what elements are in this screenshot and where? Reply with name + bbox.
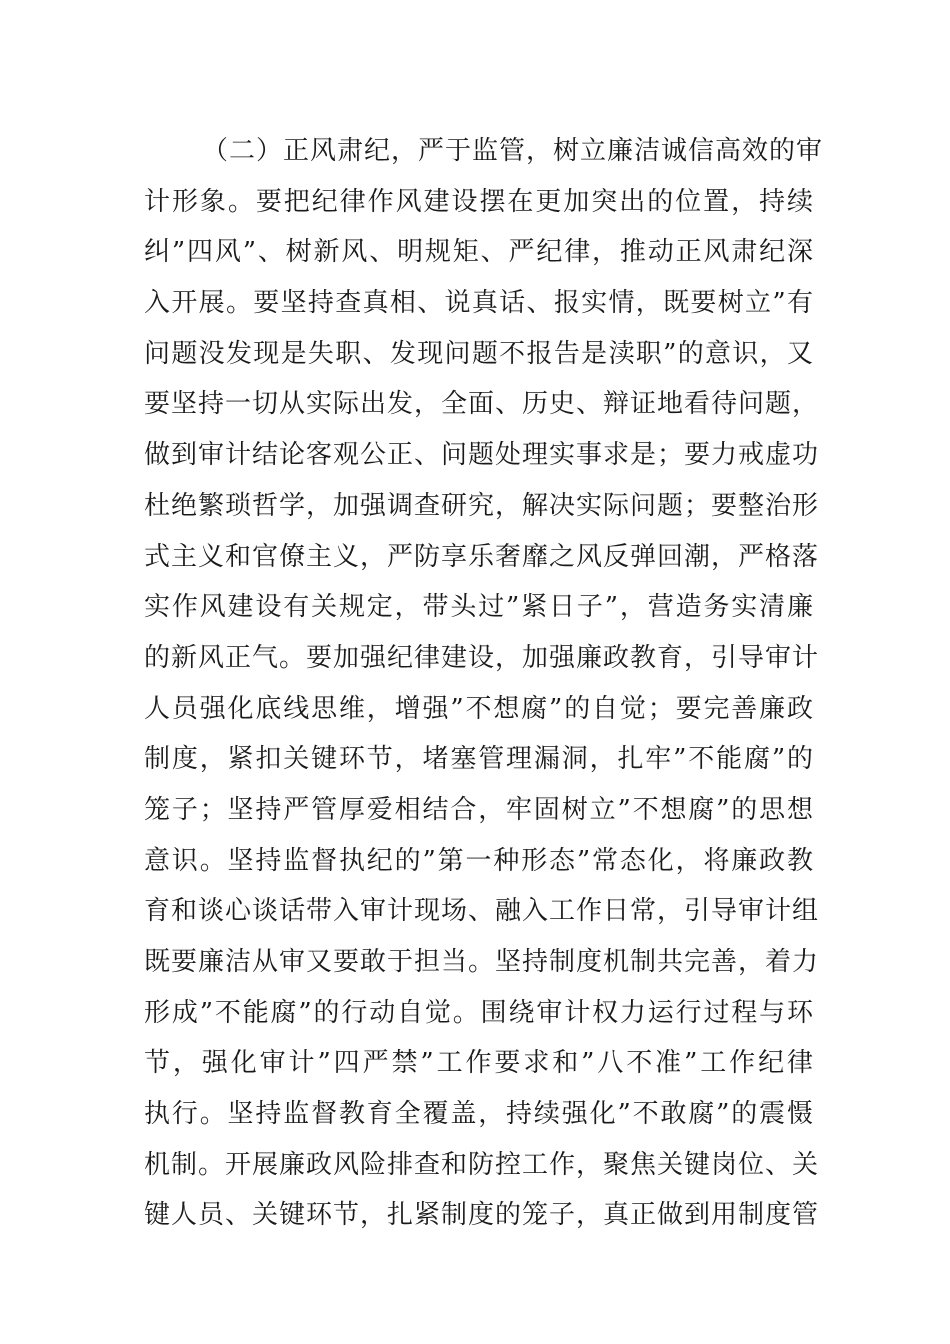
paragraph-line: 既要廉洁从审又要敢于担当。坚持制度机制共完善，着力: [144, 947, 820, 977]
paragraph-line: 机制。开展廉政风险排查和防控工作，聚焦关键岗位、关: [144, 1149, 820, 1180]
paragraph-line: 执行。坚持监督教育全覆盖，持续强化”不敢腐”的震慑: [144, 1099, 814, 1130]
paragraph-line: 纠”四风”、树新风、明规矩、严纪律，推动正风肃纪深: [144, 237, 814, 268]
paragraph-line: 要坚持一切从实际出发，全面、历史、辩证地看待问题，: [144, 389, 820, 420]
paragraph-line: 计形象。要把纪律作风建设摆在更加突出的位置，持续: [144, 186, 814, 217]
paragraph-line: 形成”不能腐”的行动自觉。围绕审计权力运行过程与环: [144, 997, 814, 1028]
paragraph-line: 键人员、关键环节，扎紧制度的笼子，真正做到用制度管: [144, 1200, 820, 1231]
paragraph-line: 意识。坚持监督执纪的”第一种形态”常态化，将廉政教: [144, 845, 814, 876]
paragraph-line: 实作风建设有关规定，带头过”紧日子”，营造务实清廉: [144, 592, 814, 623]
paragraph-line: 人员强化底线思维，增强”不想腐”的自觉；要完善廉政: [144, 693, 814, 724]
body-paragraph: [144, 126, 824, 1241]
paragraph-line: 式主义和官僚主义，严防享乐奢靡之风反弹回潮，严格落: [144, 541, 820, 572]
paragraph-line: 的新风正气。要加强纪律建设，加强廉政教育，引导审计: [144, 642, 820, 673]
paragraph-line: 节，强化审计”四严禁”工作要求和”八不准”工作纪律: [144, 1048, 814, 1079]
paragraph-line: 笼子；坚持严管厚爱相结合，牢固树立”不想腐”的思想: [144, 794, 814, 825]
paragraph-line: 入开展。要坚持查真相、说真话、报实情，既要树立”有: [144, 288, 814, 319]
paragraph-line: 做到审计结论客观公正、问题处理实事求是；要力戒虚功: [144, 440, 820, 471]
paragraph-line: 问题没发现是失职、发现问题不报告是渎职”的意识，又: [144, 338, 814, 369]
paragraph-line: 杜绝繁琐哲学，加强调查研究，解决实际问题；要整治形: [144, 490, 820, 521]
paragraph-line: （二）正风肃纪，严于监管，树立廉洁诚信高效的审: [202, 136, 824, 166]
paragraph-line: 育和谈心谈话带入审计现场、融入工作日常，引导审计组: [144, 896, 820, 927]
paragraph-line: 制度，紧扣关键环节，堵塞管理漏洞，扎牢”不能腐”的: [144, 744, 814, 775]
